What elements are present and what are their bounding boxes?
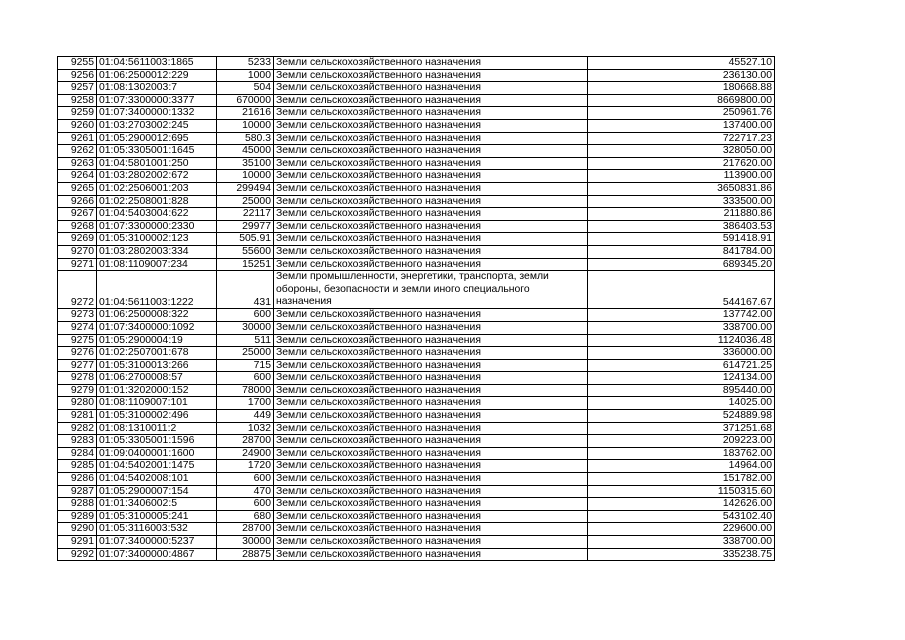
land-category-cell: Земли сельскохозяйственного назначения — [274, 410, 588, 423]
area-cell: 25000 — [217, 195, 274, 208]
land-category-cell: Земли сельскохозяйственного назначения — [274, 208, 588, 221]
cadastral-value-cell: 841784.00 — [588, 245, 775, 258]
cadastral-number-cell: 01:04:5611003:1222 — [97, 271, 217, 309]
row-number-cell: 9277 — [58, 359, 97, 372]
cadastral-number-cell: 01:05:3100002:123 — [97, 233, 217, 246]
cadastral-value-cell: 524889.98 — [588, 410, 775, 423]
cadastral-value-cell: 137742.00 — [588, 309, 775, 322]
cadastral-value-cell: 183762.00 — [588, 447, 775, 460]
table-row — [58, 245, 775, 258]
row-number-cell: 9291 — [58, 536, 97, 549]
cadastral-value-cell: 250961.76 — [588, 107, 775, 120]
cadastral-value-cell: 371251.68 — [588, 422, 775, 435]
area-cell: 470 — [217, 485, 274, 498]
land-category-cell: Земли сельскохозяйственного назначения — [274, 57, 588, 70]
table-row — [58, 536, 775, 549]
table-row — [58, 82, 775, 95]
cadastral-value-cell: 333500.00 — [588, 195, 775, 208]
row-number-cell: 9257 — [58, 82, 97, 95]
area-cell: 30000 — [217, 321, 274, 334]
table-row — [58, 195, 775, 208]
row-number-cell: 9265 — [58, 182, 97, 195]
cadastral-value-cell: 124134.00 — [588, 372, 775, 385]
row-number-cell: 9268 — [58, 220, 97, 233]
table-row — [58, 410, 775, 423]
row-number-cell: 9274 — [58, 321, 97, 334]
row-number-cell: 9275 — [58, 334, 97, 347]
land-category-cell: Земли сельскохозяйственного назначения — [274, 523, 588, 536]
area-cell: 25000 — [217, 347, 274, 360]
cadastral-number-cell: 01:07:3400000:1092 — [97, 321, 217, 334]
cadastral-value-cell: 151782.00 — [588, 473, 775, 486]
cadastral-value-cell: 544167.67 — [588, 271, 775, 309]
land-category-cell: Земли сельскохозяйственного назначения — [274, 94, 588, 107]
cadastral-number-cell: 01:05:3305001:1596 — [97, 435, 217, 448]
cadastral-number-cell: 01:05:3116003:532 — [97, 523, 217, 536]
table-row — [58, 548, 775, 561]
cadastral-value-cell: 338700.00 — [588, 536, 775, 549]
cadastral-number-cell: 01:01:3202000:152 — [97, 384, 217, 397]
table-row — [58, 447, 775, 460]
table-row — [58, 460, 775, 473]
table-row — [58, 473, 775, 486]
table-row — [58, 170, 775, 183]
cadastral-value-cell: 338700.00 — [588, 321, 775, 334]
cadastral-number-cell: 01:05:2900007:154 — [97, 485, 217, 498]
cadastral-number-cell: 01:06:2500012:229 — [97, 69, 217, 82]
area-cell: 600 — [217, 309, 274, 322]
table-row — [58, 359, 775, 372]
area-cell: 1720 — [217, 460, 274, 473]
area-cell: 45000 — [217, 145, 274, 158]
table-row — [58, 347, 775, 360]
area-cell: 10000 — [217, 119, 274, 132]
table-row — [58, 510, 775, 523]
cadastral-number-cell: 01:07:3400000:1332 — [97, 107, 217, 120]
land-category-cell: Земли сельскохозяйственного назначения — [274, 422, 588, 435]
area-cell: 600 — [217, 473, 274, 486]
row-number-cell: 9283 — [58, 435, 97, 448]
land-category-cell: Земли сельскохозяйственного назначения — [274, 447, 588, 460]
cadastral-number-cell: 01:04:5402008:101 — [97, 473, 217, 486]
cadastral-number-cell: 01:03:2703002:245 — [97, 119, 217, 132]
area-cell: 299494 — [217, 182, 274, 195]
table-row — [58, 372, 775, 385]
cadastral-value-cell: 386403.53 — [588, 220, 775, 233]
area-cell: 55600 — [217, 245, 274, 258]
cadastral-number-cell: 01:06:2500008:322 — [97, 309, 217, 322]
cadastral-number-cell: 01:03:2802002:672 — [97, 170, 217, 183]
row-number-cell: 9284 — [58, 447, 97, 460]
cadastral-number-cell: 01:01:3406002:5 — [97, 498, 217, 511]
area-cell: 28875 — [217, 548, 274, 561]
cadastral-number-cell: 01:05:3100013:266 — [97, 359, 217, 372]
table-row — [58, 94, 775, 107]
land-category-cell: Земли сельскохозяйственного назначения — [274, 384, 588, 397]
table-row — [58, 119, 775, 132]
area-cell: 580.3 — [217, 132, 274, 145]
cadastral-value-cell: 180668.88 — [588, 82, 775, 95]
cadastral-value-cell: 543102.40 — [588, 510, 775, 523]
cadastral-value-cell: 113900.00 — [588, 170, 775, 183]
cadastral-number-cell: 01:05:2900012:695 — [97, 132, 217, 145]
table-body — [58, 57, 775, 561]
land-plots-table — [57, 56, 775, 561]
land-category-cell: Земли сельскохозяйственного назначения — [274, 157, 588, 170]
area-cell: 24900 — [217, 447, 274, 460]
table-row — [58, 69, 775, 82]
cadastral-value-cell: 14025.00 — [588, 397, 775, 410]
land-category-cell: Земли сельскохозяйственного назначения — [274, 347, 588, 360]
area-cell: 29977 — [217, 220, 274, 233]
row-number-cell: 9256 — [58, 69, 97, 82]
cadastral-number-cell: 01:06:2700008:57 — [97, 372, 217, 385]
cadastral-number-cell: 01:02:2508001:828 — [97, 195, 217, 208]
row-number-cell: 9285 — [58, 460, 97, 473]
cadastral-number-cell: 01:05:3305001:1645 — [97, 145, 217, 158]
land-category-cell: Земли сельскохозяйственного назначения — [274, 460, 588, 473]
cadastral-number-cell: 01:05:2900004:19 — [97, 334, 217, 347]
land-category-cell: Земли сельскохозяйственного назначения — [274, 321, 588, 334]
cadastral-value-cell: 142626.00 — [588, 498, 775, 511]
row-number-cell: 9264 — [58, 170, 97, 183]
land-category-cell: Земли сельскохозяйственного назначения — [274, 233, 588, 246]
table-row — [58, 182, 775, 195]
row-number-cell: 9286 — [58, 473, 97, 486]
row-number-cell: 9266 — [58, 195, 97, 208]
land-category-cell: Земли сельскохозяйственного назначения — [274, 170, 588, 183]
row-number-cell: 9262 — [58, 145, 97, 158]
table-row — [58, 435, 775, 448]
area-cell: 78000 — [217, 384, 274, 397]
row-number-cell: 9276 — [58, 347, 97, 360]
cadastral-number-cell: 01:08:1109007:101 — [97, 397, 217, 410]
row-number-cell: 9270 — [58, 245, 97, 258]
cadastral-number-cell: 01:04:5801001:250 — [97, 157, 217, 170]
row-number-cell: 9278 — [58, 372, 97, 385]
cadastral-value-cell: 217620.00 — [588, 157, 775, 170]
cadastral-number-cell: 01:04:5403004:622 — [97, 208, 217, 221]
land-category-cell: Земли сельскохозяйственного назначения — [274, 245, 588, 258]
row-number-cell: 9280 — [58, 397, 97, 410]
area-cell: 28700 — [217, 523, 274, 536]
area-cell: 670000 — [217, 94, 274, 107]
land-category-cell: Земли сельскохозяйственного назначения — [274, 145, 588, 158]
table-row — [58, 107, 775, 120]
table-row — [58, 485, 775, 498]
table-row — [58, 258, 775, 271]
area-cell: 15251 — [217, 258, 274, 271]
table-row — [58, 397, 775, 410]
cadastral-value-cell: 14964.00 — [588, 460, 775, 473]
table-row — [58, 132, 775, 145]
cadastral-number-cell: 01:04:5402001:1475 — [97, 460, 217, 473]
cadastral-value-cell: 335238.75 — [588, 548, 775, 561]
cadastral-number-cell: 01:07:3300000:3377 — [97, 94, 217, 107]
cadastral-number-cell: 01:07:3400000:5237 — [97, 536, 217, 549]
area-cell: 10000 — [217, 170, 274, 183]
land-category-cell: Земли сельскохозяйственного назначения — [274, 82, 588, 95]
row-number-cell: 9271 — [58, 258, 97, 271]
land-category-cell: Земли сельскохозяйственного назначения — [274, 473, 588, 486]
cadastral-value-cell: 211880.86 — [588, 208, 775, 221]
table-row — [58, 422, 775, 435]
cadastral-value-cell: 229600.00 — [588, 523, 775, 536]
cadastral-number-cell: 01:08:1109007:234 — [97, 258, 217, 271]
cadastral-value-cell: 209223.00 — [588, 435, 775, 448]
row-number-cell: 9292 — [58, 548, 97, 561]
area-cell: 28700 — [217, 435, 274, 448]
land-category-cell: Земли сельскохозяйственного назначения — [274, 334, 588, 347]
table-row — [58, 233, 775, 246]
land-category-cell: Земли сельскохозяйственного назначения — [274, 132, 588, 145]
row-number-cell: 9279 — [58, 384, 97, 397]
area-cell: 30000 — [217, 536, 274, 549]
area-cell: 21616 — [217, 107, 274, 120]
land-category-cell: Земли сельскохозяйственного назначения — [274, 220, 588, 233]
table-row — [58, 157, 775, 170]
cadastral-number-cell: 01:08:1310011:2 — [97, 422, 217, 435]
area-cell: 1700 — [217, 397, 274, 410]
row-number-cell: 9287 — [58, 485, 97, 498]
cadastral-value-cell: 591418.91 — [588, 233, 775, 246]
row-number-cell: 9259 — [58, 107, 97, 120]
cadastral-value-cell: 336000.00 — [588, 347, 775, 360]
land-category-cell: Земли сельскохозяйственного назначения — [274, 536, 588, 549]
cadastral-number-cell: 01:03:2802003:334 — [97, 245, 217, 258]
cadastral-value-cell: 1150315.60 — [588, 485, 775, 498]
area-cell: 22117 — [217, 208, 274, 221]
table-row — [58, 321, 775, 334]
land-category-cell: Земли сельскохозяйственного назначения — [274, 119, 588, 132]
cadastral-value-cell: 3650831.86 — [588, 182, 775, 195]
land-category-cell: Земли промышленности, энергетики, транспорта, земли обороны, безопасности и земли иного специального назначения — [274, 271, 588, 309]
cadastral-value-cell: 45527.10 — [588, 57, 775, 70]
area-cell: 504 — [217, 82, 274, 95]
row-number-cell: 9263 — [58, 157, 97, 170]
area-cell: 680 — [217, 510, 274, 523]
row-number-cell: 9273 — [58, 309, 97, 322]
land-category-cell: Земли сельскохозяйственного назначения — [274, 107, 588, 120]
land-category-cell: Земли сельскохозяйственного назначения — [274, 372, 588, 385]
row-number-cell: 9289 — [58, 510, 97, 523]
cadastral-value-cell: 8669800.00 — [588, 94, 775, 107]
area-cell: 449 — [217, 410, 274, 423]
row-number-cell: 9255 — [58, 57, 97, 70]
area-cell: 5233 — [217, 57, 274, 70]
cadastral-value-cell: 328050.00 — [588, 145, 775, 158]
row-number-cell: 9260 — [58, 119, 97, 132]
land-category-cell: Земли сельскохозяйственного назначения — [274, 359, 588, 372]
cadastral-value-cell: 614721.25 — [588, 359, 775, 372]
land-plots-sheet — [57, 56, 775, 561]
area-cell: 1000 — [217, 69, 274, 82]
area-cell: 600 — [217, 372, 274, 385]
area-cell: 505.91 — [217, 233, 274, 246]
cadastral-number-cell: 01:08:1302003:7 — [97, 82, 217, 95]
row-number-cell: 9281 — [58, 410, 97, 423]
cadastral-value-cell: 236130.00 — [588, 69, 775, 82]
area-cell: 600 — [217, 498, 274, 511]
row-number-cell: 9272 — [58, 271, 97, 309]
cadastral-value-cell: 137400.00 — [588, 119, 775, 132]
table-row — [58, 384, 775, 397]
cadastral-value-cell: 689345.20 — [588, 258, 775, 271]
land-category-cell: Земли сельскохозяйственного назначения — [274, 258, 588, 271]
cadastral-number-cell: 01:07:3300000:2330 — [97, 220, 217, 233]
table-row — [58, 145, 775, 158]
land-category-cell: Земли сельскохозяйственного назначения — [274, 69, 588, 82]
row-number-cell: 9261 — [58, 132, 97, 145]
row-number-cell: 9267 — [58, 208, 97, 221]
table-row — [58, 220, 775, 233]
table-row — [58, 309, 775, 322]
cadastral-number-cell: 01:09:0400001:1600 — [97, 447, 217, 460]
cadastral-number-cell: 01:04:5611003:1865 — [97, 57, 217, 70]
land-category-cell: Земли сельскохозяйственного назначения — [274, 309, 588, 322]
land-category-cell: Земли сельскохозяйственного назначения — [274, 485, 588, 498]
table-row — [58, 208, 775, 221]
table-row — [58, 498, 775, 511]
cadastral-value-cell: 1124036.48 — [588, 334, 775, 347]
row-number-cell: 9290 — [58, 523, 97, 536]
table-row — [58, 271, 775, 309]
land-category-cell: Земли сельскохозяйственного назначения — [274, 435, 588, 448]
row-number-cell: 9288 — [58, 498, 97, 511]
cadastral-value-cell: 722717.23 — [588, 132, 775, 145]
land-category-cell: Земли сельскохозяйственного назначения — [274, 510, 588, 523]
row-number-cell: 9269 — [58, 233, 97, 246]
cadastral-number-cell: 01:05:3100002:496 — [97, 410, 217, 423]
land-category-cell: Земли сельскохозяйственного назначения — [274, 195, 588, 208]
area-cell: 431 — [217, 271, 274, 309]
cadastral-number-cell: 01:02:2506001:203 — [97, 182, 217, 195]
row-number-cell: 9282 — [58, 422, 97, 435]
cadastral-number-cell: 01:02:2507001:678 — [97, 347, 217, 360]
land-category-cell: Земли сельскохозяйственного назначения — [274, 397, 588, 410]
table-row — [58, 57, 775, 70]
land-category-cell: Земли сельскохозяйственного назначения — [274, 548, 588, 561]
land-category-cell: Земли сельскохозяйственного назначения — [274, 498, 588, 511]
area-cell: 1032 — [217, 422, 274, 435]
table-row — [58, 334, 775, 347]
land-category-cell: Земли сельскохозяйственного назначения — [274, 182, 588, 195]
cadastral-number-cell: 01:05:3100005:241 — [97, 510, 217, 523]
cadastral-number-cell: 01:07:3400000:4867 — [97, 548, 217, 561]
table-row — [58, 523, 775, 536]
area-cell: 715 — [217, 359, 274, 372]
row-number-cell: 9258 — [58, 94, 97, 107]
area-cell: 511 — [217, 334, 274, 347]
cadastral-value-cell: 895440.00 — [588, 384, 775, 397]
area-cell: 35100 — [217, 157, 274, 170]
